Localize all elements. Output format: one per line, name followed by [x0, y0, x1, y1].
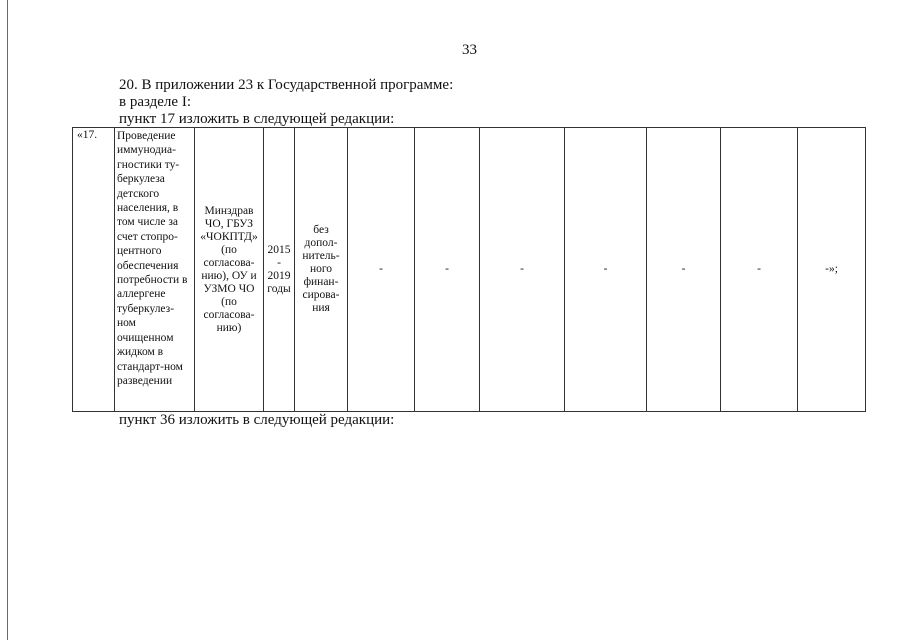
executor-cell: Минздрав ЧО, ГБУЗ «ЧОКПТД» (по согласова-нию), ОУ и УЗМО ЧО (по согласова-нию) — [195, 128, 264, 412]
value-cell-2: - — [415, 128, 480, 412]
paragraph-item-36: пункт 36 изложить в следующей редакции: — [119, 412, 395, 428]
value-cell-5: - — [647, 128, 721, 412]
row-number-cell: «17. — [73, 128, 115, 412]
amendment-table — [72, 127, 866, 412]
value-cell-1: - — [348, 128, 415, 412]
value-cell-4: - — [565, 128, 647, 412]
activity-name-cell: Проведение иммунодиа-гностики ту-беркулеза детского населения, в том числе за счет стопро-центного обеспечения потребности в аллергене туберкулез-ном очищенном жидком в стандарт-ном разведении — [115, 128, 195, 412]
paragraph-item-17: пункт 17 изложить в следующей редакции: — [119, 111, 395, 127]
period-cell: 2015 - 2019 годы — [264, 128, 295, 412]
page-margin-line — [7, 0, 8, 640]
value-cell-3: - — [480, 128, 565, 412]
value-cell-6: - — [721, 128, 798, 412]
page-number: 33 — [462, 42, 477, 58]
paragraph-section: в разделе I: — [119, 94, 191, 110]
table-row — [73, 128, 866, 412]
funding-source-cell: без допол-нитель-ного финан-сирова-ния — [295, 128, 348, 412]
paragraph-appendix: 20. В приложении 23 к Государственной программе: — [119, 77, 454, 93]
value-cell-7: -»; — [798, 128, 866, 412]
